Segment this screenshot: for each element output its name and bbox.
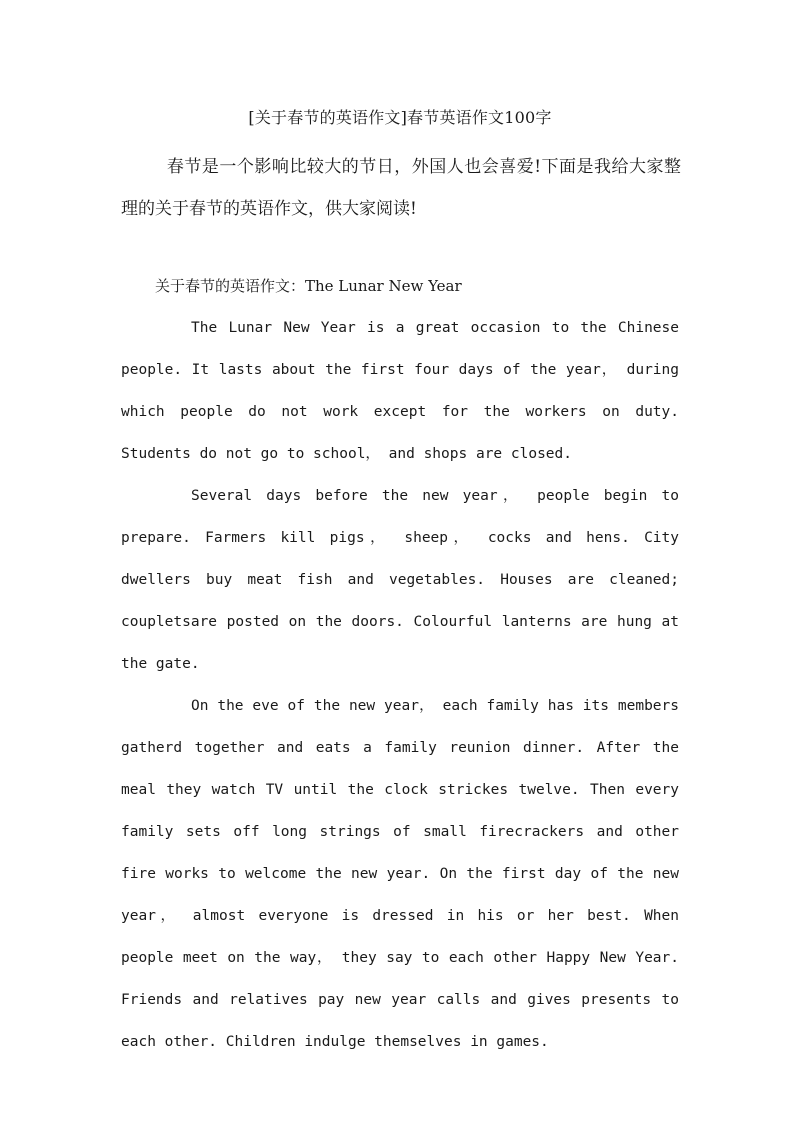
section-heading: 关于春节的英语作文：The Lunar New Year [155,277,462,295]
essay-paragraph: The Lunar New Year is a great occasion to the Chinese people. It lasts about the first four days of the year， during which people do not work except for the workers on duty. Students do not go to school， and shops are closed. [121,320,679,462]
document-title: [关于春节的英语作文]春节英语作文100字 [248,108,552,127]
essay-paragraph: Several days before the new year， people begin to prepare. Farmers kill pigs， sheep， cocks and hens. City dwellers buy meat fish and vegetables. Houses are cleaned; coupletsare posted on the doors. Colourful lanterns are hung at the gate. [121,488,679,672]
essay-paragraph: On the eve of the new year， each family has its members gatherd together and eats a family reunion dinner. After the meal they watch TV until the clock strickes twelve. Then every family sets off long strings of small firecrackers and other fire works to welcome the new year. On the first day of the new year， almost everyone is dressed in his or her best. When people meet on the way， they say to each other Happy New Year. Friends and relatives pay new year calls and gives presents to each other. Children indulge themselves in games. [121,698,679,1050]
essay-body [121,307,679,1063]
intro-paragraph: 春节是一个影响比较大的节日，外国人也会喜爱!下面是我给大家整理的关于春节的英语作文，供大家阅读! [121,157,681,219]
